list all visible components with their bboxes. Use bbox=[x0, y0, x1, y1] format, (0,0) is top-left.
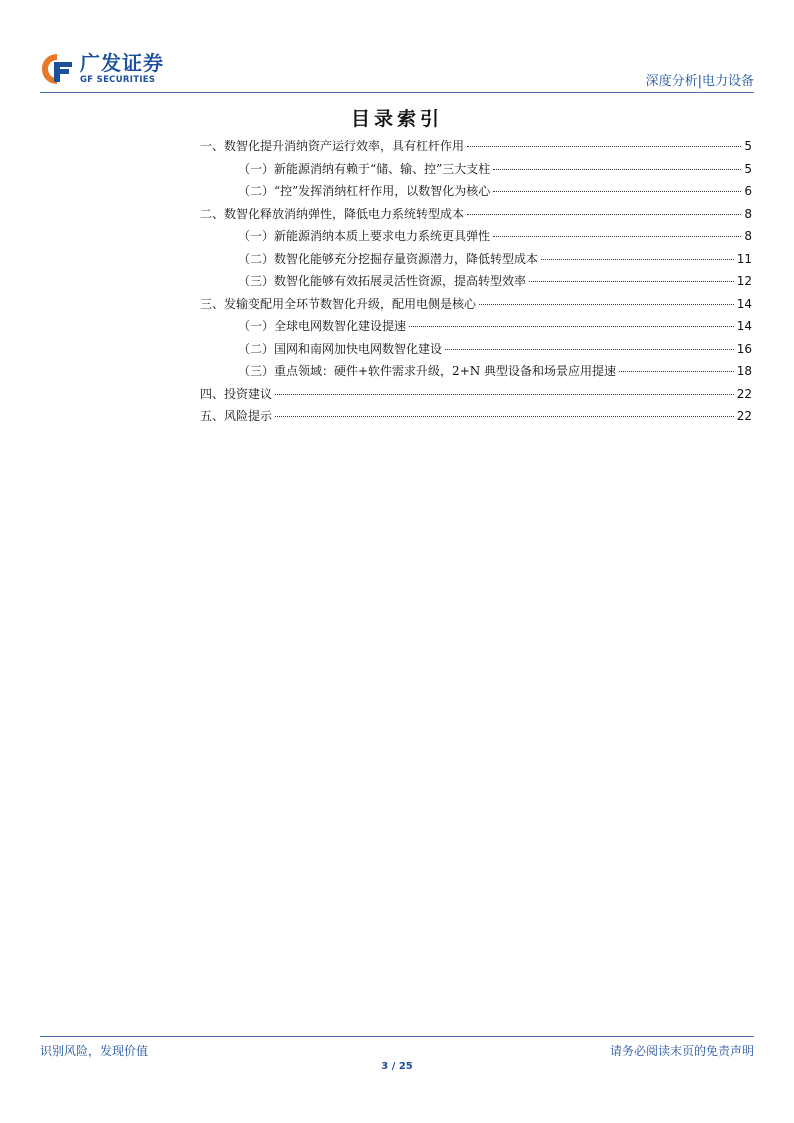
toc-leader-dots bbox=[275, 416, 734, 417]
toc-leader-dots bbox=[275, 394, 734, 395]
toc-entry[interactable] bbox=[200, 182, 752, 205]
footer-slogan: 识别风险，发现价值 bbox=[40, 1044, 149, 1058]
toc-entry-label: （二）“控”发挥消纳杠杆作用，以数智化为核心 bbox=[238, 184, 491, 198]
toc-entry-label: （二）国网和南网加快电网数智化建设 bbox=[238, 341, 443, 356]
toc-leader-dots bbox=[467, 214, 741, 215]
toc-leader-dots bbox=[409, 326, 734, 327]
toc-entry[interactable] bbox=[200, 160, 752, 183]
toc-entry-label: （三）数智化能够有效拓展灵活性资源，提高转型效率 bbox=[238, 274, 527, 288]
toc-leader-dots bbox=[493, 191, 741, 192]
toc-entry[interactable] bbox=[200, 340, 752, 363]
header-divider bbox=[40, 92, 754, 93]
toc-entry-page: 11 bbox=[736, 251, 752, 266]
toc-entry-page: 5 bbox=[744, 161, 752, 176]
toc-entry-page: 5 bbox=[744, 139, 752, 153]
toc-entry-page: 12 bbox=[736, 274, 752, 288]
toc-entry-page: 14 bbox=[736, 296, 752, 311]
gf-logo-icon bbox=[40, 52, 74, 86]
toc-entry-page: 16 bbox=[736, 341, 752, 356]
toc-leader-dots bbox=[529, 281, 734, 282]
page-number: 3 / 25 bbox=[381, 1061, 413, 1072]
toc-entry-label: （二）数智化能够充分挖掘存量资源潜力，降低转型成本 bbox=[238, 251, 539, 266]
toc-leader-dots bbox=[493, 236, 741, 237]
toc-leader-dots bbox=[619, 371, 734, 372]
page-header bbox=[40, 52, 754, 92]
footer-divider bbox=[40, 1036, 754, 1037]
report-category: 深度分析|电力设备 bbox=[645, 74, 754, 89]
toc-entry-page: 6 bbox=[744, 184, 752, 198]
toc-entry-label: 四、投资建议 bbox=[200, 386, 273, 401]
toc-entry-label: 二、数智化释放消纳弹性，降低电力系统转型成本 bbox=[200, 206, 465, 221]
toc-entry[interactable] bbox=[200, 205, 752, 228]
toc-entry-label: （三）重点领域：硬件+软件需求升级，2+N 典型设备和场景应用提速 bbox=[238, 364, 617, 378]
toc-entry[interactable] bbox=[200, 295, 752, 318]
toc-entry[interactable] bbox=[200, 317, 752, 340]
logo-chinese-name: 广发证券 bbox=[80, 51, 164, 76]
toc-leader-dots bbox=[467, 146, 741, 147]
table-of-contents bbox=[200, 137, 752, 430]
toc-entry-label: （一）新能源消纳本质上要求电力系统更具弹性 bbox=[238, 229, 491, 243]
toc-leader-dots bbox=[541, 259, 734, 260]
toc-entry-label: 一、数智化提升消纳资产运行效率，具有杠杆作用 bbox=[200, 139, 465, 153]
toc-entry-page: 22 bbox=[736, 386, 752, 401]
toc-entry-page: 18 bbox=[736, 364, 752, 378]
toc-entry[interactable] bbox=[200, 272, 752, 295]
toc-entry-label: 三、发输变配用全环节数智化升级，配用电侧是核心 bbox=[200, 296, 477, 311]
footer-disclaimer: 请务必阅读末页的免责声明 bbox=[609, 1044, 754, 1058]
company-logo bbox=[40, 52, 164, 86]
toc-title: 目录索引 bbox=[350, 108, 443, 130]
toc-leader-dots bbox=[479, 304, 734, 305]
toc-entry-label: （一）全球电网数智化建设提速 bbox=[238, 319, 407, 333]
toc-entry-page: 22 bbox=[736, 409, 752, 423]
toc-entry[interactable] bbox=[200, 250, 752, 273]
toc-entry[interactable] bbox=[200, 227, 752, 250]
logo-english-name: GF SECURITIES bbox=[80, 75, 156, 86]
toc-entry-label: 五、风险提示 bbox=[200, 409, 273, 423]
toc-entry-page: 8 bbox=[744, 229, 752, 243]
toc-leader-dots bbox=[445, 349, 734, 350]
toc-entry[interactable] bbox=[200, 385, 752, 408]
toc-entry[interactable] bbox=[200, 407, 752, 430]
toc-entry[interactable] bbox=[200, 137, 752, 160]
toc-entry-page: 14 bbox=[736, 319, 752, 333]
toc-leader-dots bbox=[493, 169, 741, 170]
toc-entry-label: （一）新能源消纳有赖于“储、输、控”三大支柱 bbox=[238, 161, 491, 176]
toc-entry-page: 8 bbox=[744, 206, 752, 221]
toc-entry[interactable] bbox=[200, 362, 752, 385]
